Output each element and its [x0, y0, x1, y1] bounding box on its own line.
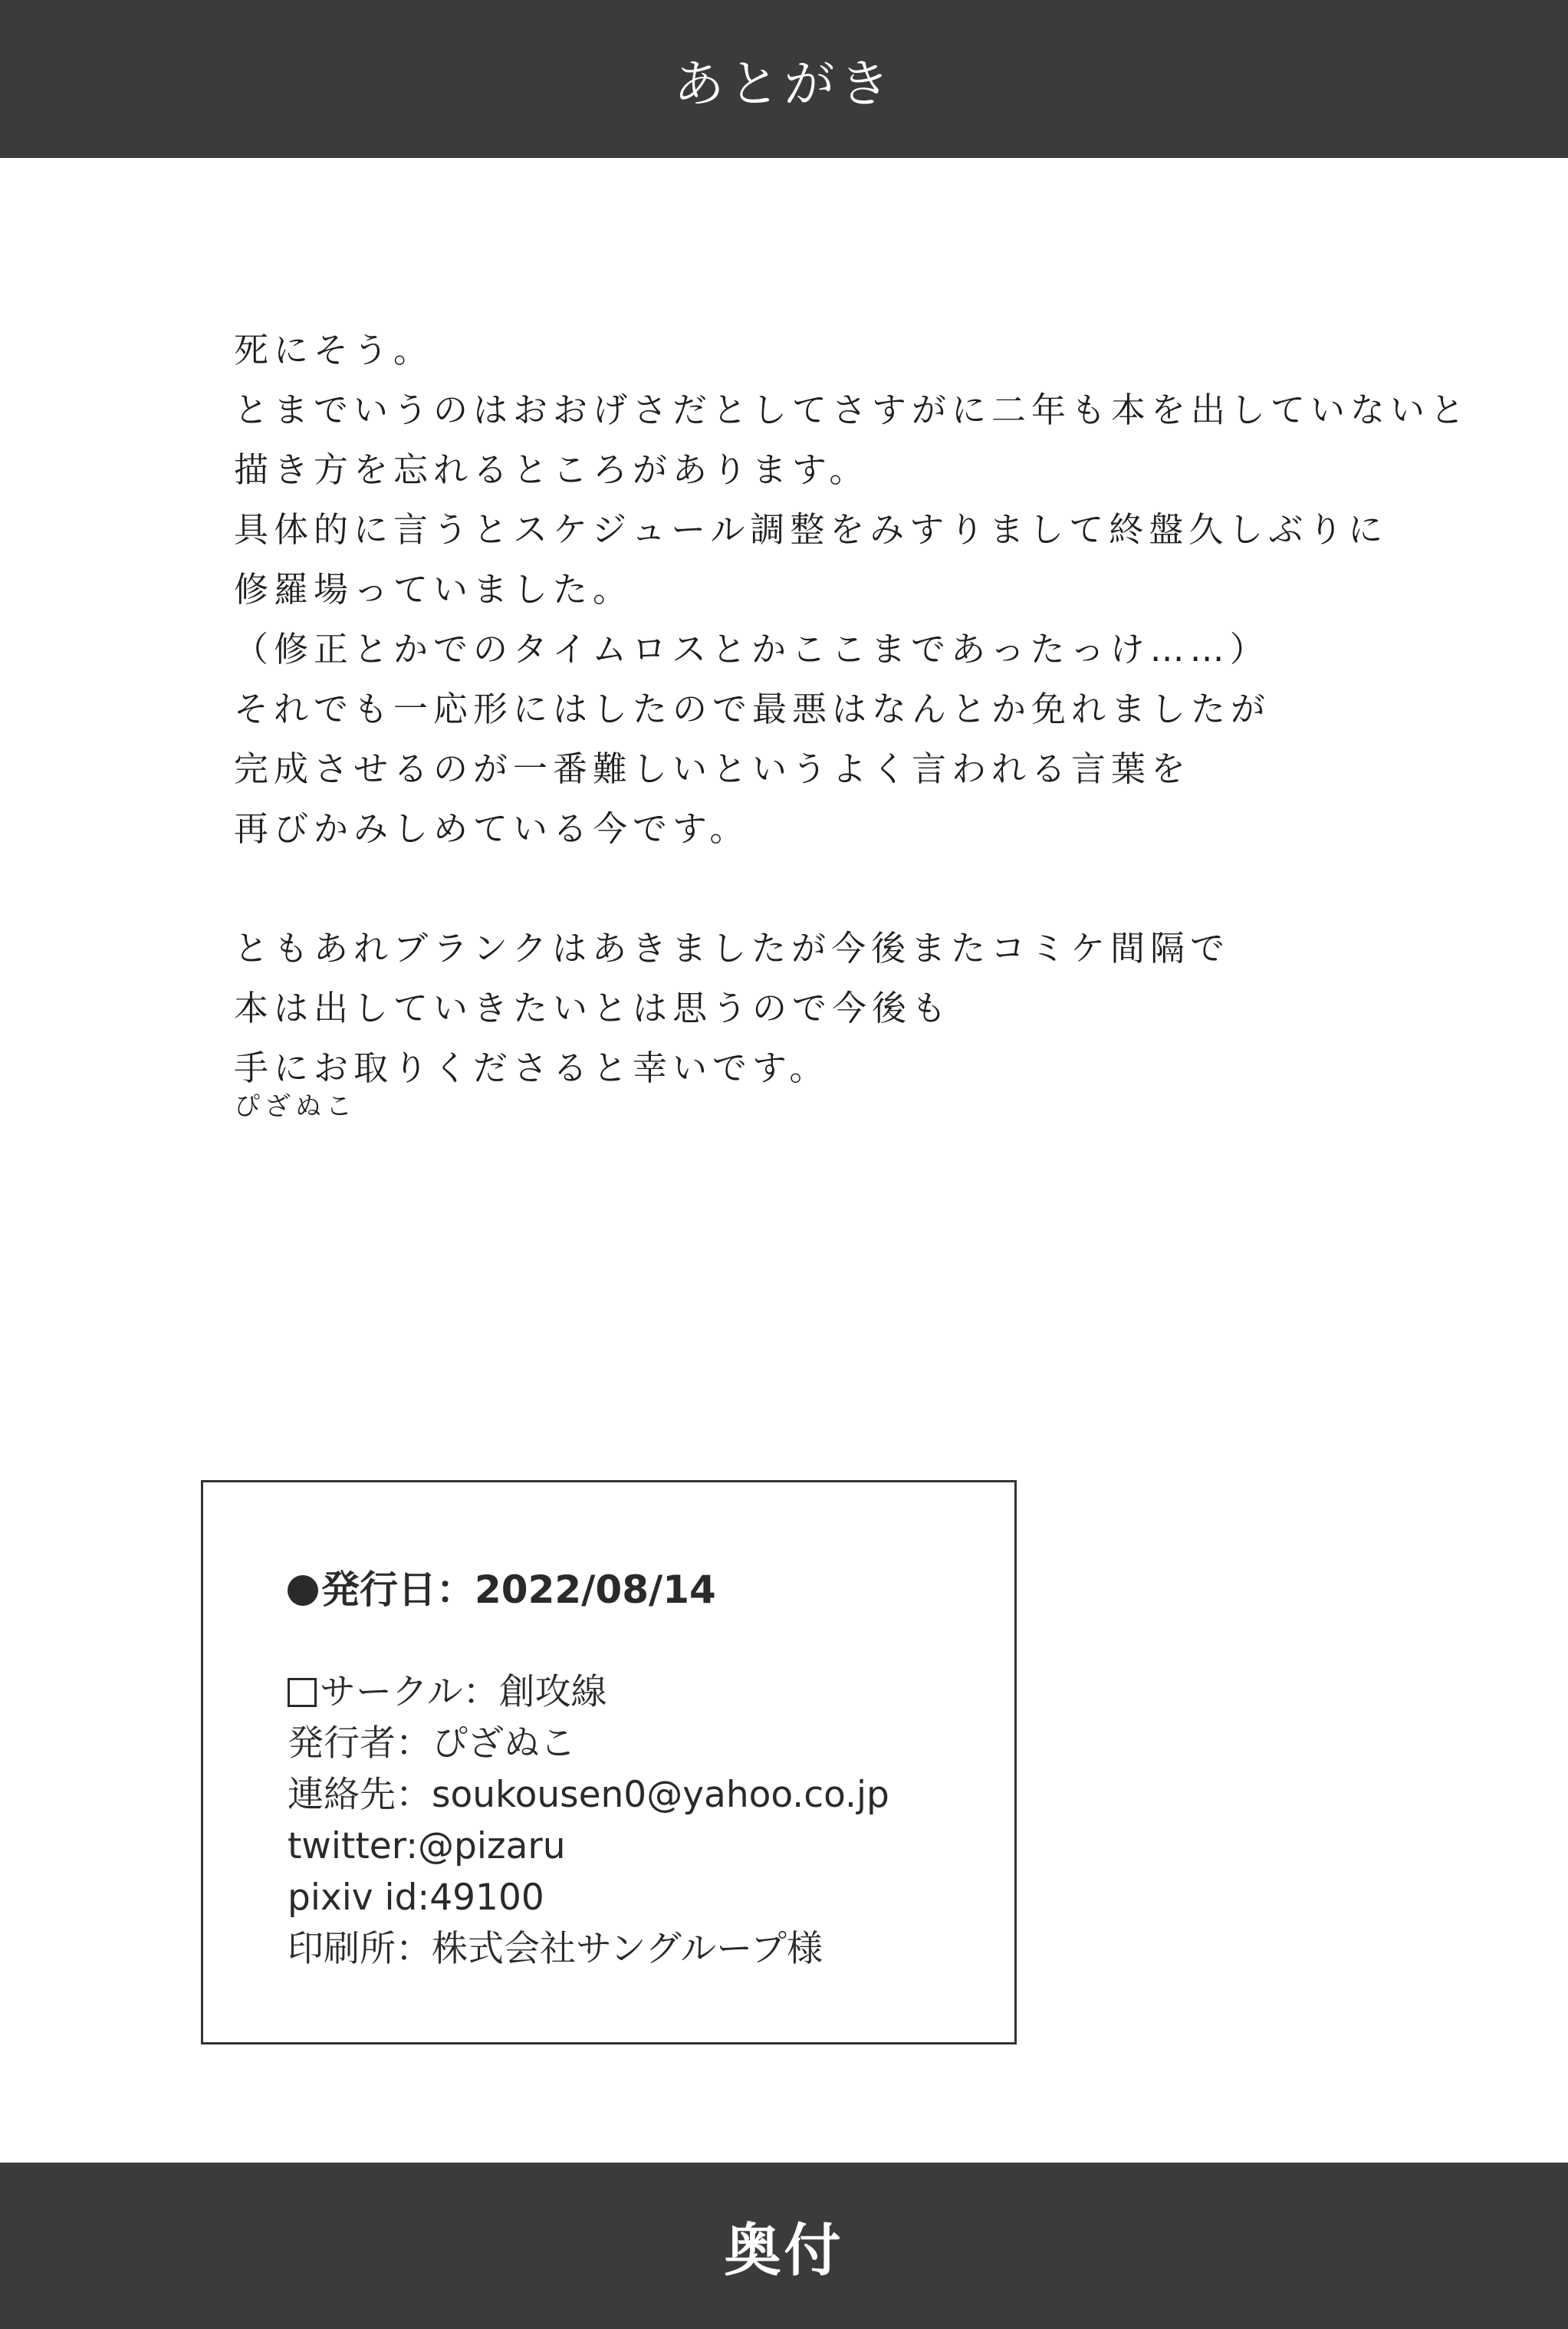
author-signature: ぴざぬこ	[234, 1091, 357, 1122]
afterword-body	[234, 321, 1471, 1098]
publication-date: 発行日：2022/08/14	[321, 1567, 716, 1612]
contact-row: 連絡先：soukousen0@yahoo.co.jp	[288, 1774, 889, 1816]
afterword-line: 手にお取りくださると幸いです。	[234, 1048, 830, 1088]
afterword-line: それでも一応形にはしたので最悪はなんとか免れましたが	[234, 689, 1271, 729]
header-bar	[0, 0, 1568, 158]
afterword-line: 再びかみしめている今です。	[234, 808, 750, 849]
printer-row: 印刷所：株式会社サングループ様	[288, 1928, 823, 1970]
publisher-row: 発行者：ぴざぬこ	[288, 1722, 576, 1765]
afterword-line: 本は出していきたいとは思うので今後も	[234, 988, 952, 1028]
colophon-box	[201, 1480, 1017, 2044]
footer-bar	[0, 2163, 1568, 2329]
twitter-row: twitter:@pizaru	[288, 1825, 566, 1867]
afterword-line: 死にそう。	[234, 330, 434, 370]
afterword-line: （修正とかでのタイムロスとかここまであったっけ……）	[234, 629, 1270, 669]
colophon-title: 奥付	[724, 2217, 844, 2284]
publication-date-row	[288, 1559, 716, 1614]
afterword-line: 具体的に言うとスケジュール調整をみすりまして終盤久しぶりに	[234, 509, 1389, 550]
paragraph-gap	[234, 859, 1323, 919]
afterword-line: 修羅場っていました。	[234, 569, 633, 610]
pixiv-row: pixiv id:49100	[288, 1877, 544, 1919]
circle-row	[288, 1666, 889, 1718]
checkbox-square-icon	[288, 1678, 317, 1707]
afterword-line: 描き方を忘れるところがあります。	[234, 449, 869, 490]
circle-name: サークル：創攻線	[320, 1671, 607, 1713]
afterword-line: 完成させるのが一番難しいというよく言われる言葉を	[234, 748, 1192, 789]
afterword-title: あとがき	[673, 54, 895, 113]
afterword-line: とまでいうのはおおげさだとしてさすがに二年も本を出していないと	[234, 390, 1471, 430]
bullet-circle-icon	[288, 1575, 318, 1606]
afterword-line: ともあれブランクはあきましたが今後またコミケ間隔で	[234, 928, 1231, 969]
colophon-info	[288, 1666, 889, 1975]
